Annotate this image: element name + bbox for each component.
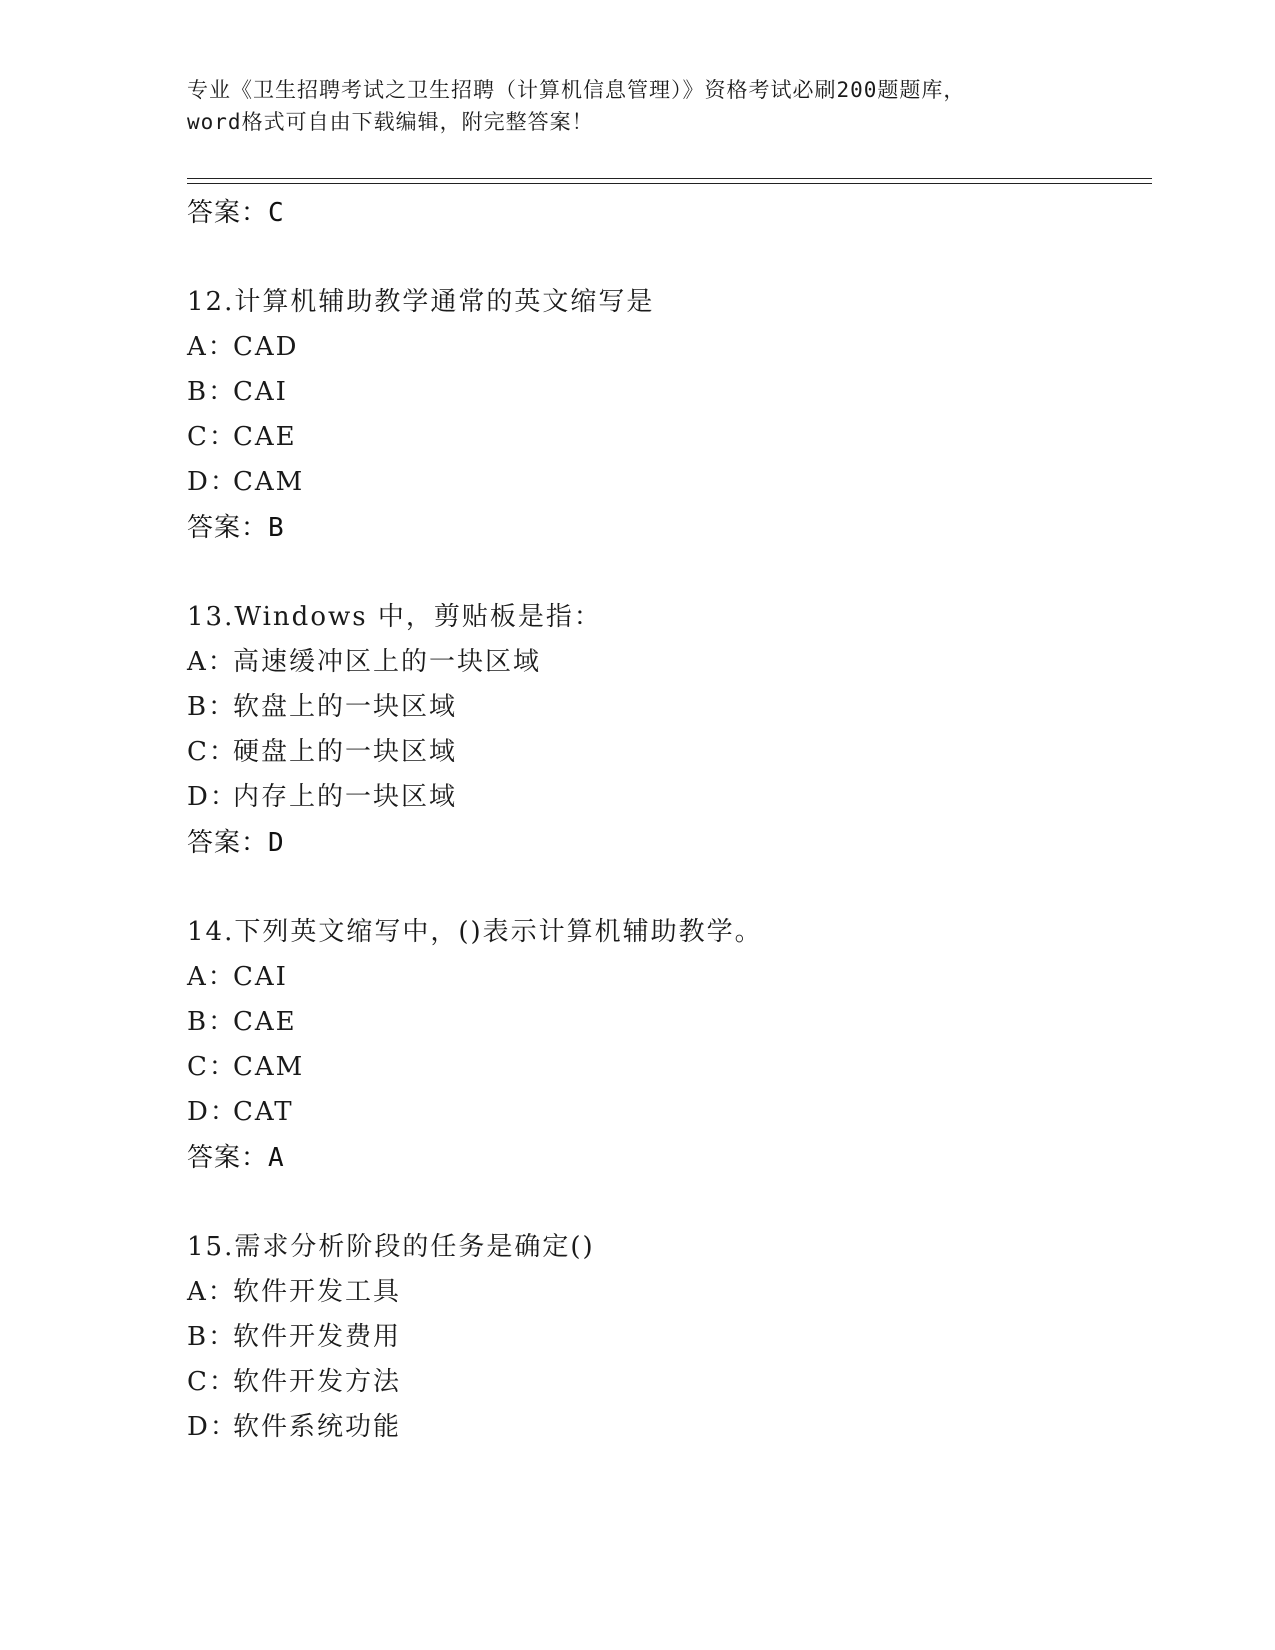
option-label: A：	[187, 1277, 236, 1307]
option-label: B：	[187, 692, 237, 722]
option-text: CAD	[233, 332, 299, 362]
option-label: D：	[187, 1097, 238, 1127]
option-text: CAI	[233, 377, 288, 407]
option-label: B：	[187, 377, 237, 407]
header-divider-top	[187, 178, 1152, 179]
option-label: A：	[187, 332, 236, 362]
header-divider-bottom	[187, 183, 1152, 184]
question-15	[187, 1225, 1152, 1450]
option-text: CAT	[233, 1097, 294, 1127]
option-label: A：	[187, 962, 236, 992]
option-text: 软件开发工具	[233, 1277, 402, 1307]
option-b	[187, 1000, 1152, 1045]
option-d	[187, 1405, 1152, 1450]
option-label: C：	[187, 422, 237, 452]
option-text: 软件开发方法	[233, 1367, 402, 1397]
option-b	[187, 370, 1152, 415]
option-a	[187, 1270, 1152, 1315]
question-title: 15.需求分析阶段的任务是确定()	[187, 1232, 595, 1262]
option-text: 软盘上的一块区域	[233, 692, 458, 722]
question-list	[187, 190, 1152, 1450]
option-text: CAM	[233, 467, 305, 497]
option-text: CAI	[233, 962, 288, 992]
question-title: 14.下列英文缩写中，()表示计算机辅助教学。	[187, 917, 763, 947]
option-text: 硬盘上的一块区域	[233, 737, 458, 767]
option-c	[187, 1045, 1152, 1090]
option-c	[187, 730, 1152, 775]
option-d	[187, 1090, 1152, 1135]
option-a	[187, 325, 1152, 370]
option-text: 软件开发费用	[233, 1322, 402, 1352]
option-label: C：	[187, 1052, 237, 1082]
option-label: A：	[187, 647, 236, 677]
question-title: 13.Windows 中，剪贴板是指：	[187, 602, 602, 632]
question-12	[187, 280, 1152, 551]
option-label: C：	[187, 1367, 237, 1397]
header-line-1: 专业《卫生招聘考试之卫生招聘（计算机信息管理）》资格考试必刷200题题库，	[187, 78, 966, 102]
previous-answer: 答案：C	[187, 198, 285, 228]
option-text: CAM	[233, 1052, 305, 1082]
answer-line: 答案：D	[187, 828, 285, 858]
option-text: CAE	[233, 422, 297, 452]
option-a	[187, 640, 1152, 685]
option-label: B：	[187, 1322, 237, 1352]
option-text: 内存上的一块区域	[233, 782, 458, 812]
question-title: 12.计算机辅助教学通常的英文缩写是	[187, 287, 655, 317]
option-text: CAE	[233, 1007, 297, 1037]
option-b	[187, 1315, 1152, 1360]
option-c	[187, 415, 1152, 460]
option-label: D：	[187, 1412, 238, 1442]
document-header	[187, 74, 1087, 138]
option-text: 软件系统功能	[233, 1412, 402, 1442]
answer-line: 答案：A	[187, 1143, 285, 1173]
answer-line: 答案：B	[187, 513, 285, 543]
option-label: D：	[187, 467, 238, 497]
question-14	[187, 910, 1152, 1181]
header-line-2: word格式可自由下载编辑，附完整答案！	[187, 110, 594, 134]
option-b	[187, 685, 1152, 730]
option-d	[187, 460, 1152, 505]
option-label: D：	[187, 782, 238, 812]
option-d	[187, 775, 1152, 820]
option-text: 高速缓冲区上的一块区域	[233, 647, 542, 677]
option-label: B：	[187, 1007, 237, 1037]
question-13	[187, 595, 1152, 866]
option-a	[187, 955, 1152, 1000]
option-c	[187, 1360, 1152, 1405]
option-label: C：	[187, 737, 237, 767]
